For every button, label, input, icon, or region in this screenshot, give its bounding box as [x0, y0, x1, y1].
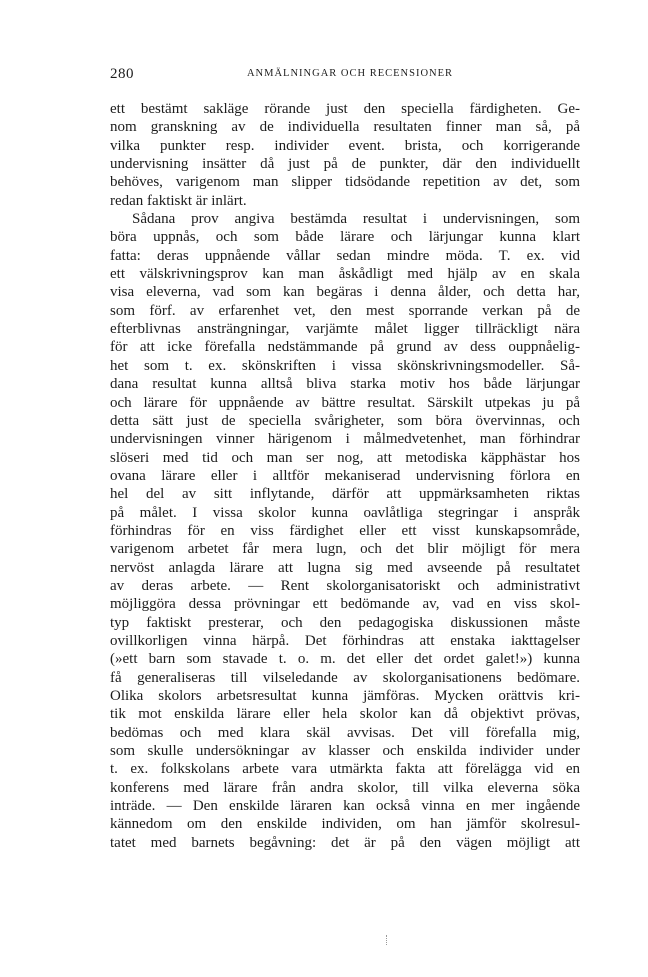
text-line: varigenom arbetet får mera lugn, och det blir möjligt för mera: [110, 541, 580, 558]
text-line: ovillkorligen vinna härpå. Det förhindras att enstaka iakttagelser: [110, 632, 580, 649]
text-line: het som t. ex. skönskriften i vissa skönskrivningsmodeller. Så-: [110, 357, 580, 374]
text-line: få generaliseras till vilseledande av skolorganisationens bedömare.: [110, 669, 580, 686]
text-line: konferens med lärare från andra skolor, till vilka eleverna söka: [110, 779, 580, 796]
text-line: behöves, varigenom man slipper tidsödande repetition av det, som: [110, 174, 580, 191]
text-line: av deras arbete. — Rent skolorganisatoriskt och administrativt: [110, 577, 580, 594]
text-line: slöseri med tid och man ser nog, att metodiska käpphästar hos: [110, 449, 580, 466]
text-line: undervisning insätter då just på de punkter, där den individuellt: [110, 156, 580, 173]
text-line: visa eleverna, vad som kan begäras i denna ålder, och detta har,: [110, 284, 580, 301]
text-line: på målet. I vissa skolor kunna oavlåtliga stegringar i anspråk: [110, 504, 580, 521]
text-line: fatta: deras uppnående vållar sedan mindre möda. T. ex. vid: [110, 247, 580, 264]
text-line: förhindras för en viss färdighet eller ett visst kunskapsområde,: [110, 522, 580, 539]
text-line: och lärare för uppnående av bättre resultat. Särskilt utpekas ju på: [110, 394, 580, 411]
text-line: kännedom om den enskilde individen, om han jämför skolresul-: [110, 816, 580, 833]
text-line: efterblivnas ansträngningar, varjämte målet ligger tillräckligt nära: [110, 321, 580, 338]
text-line: detta sätt just de speciella svårigheter, som böra övervinnas, och: [110, 412, 580, 429]
text-line: hel del av sitt inflytande, därför att uppmärksamheten riktas: [110, 486, 580, 503]
text-line: bedömas och med klara skäl avvisas. Det vill förefalla mig,: [110, 724, 580, 741]
text-line: inträde. — Den enskilde läraren kan också vinna en mer ingående: [110, 798, 580, 815]
scan-speck: [386, 935, 390, 945]
text-line: möjliggöra dessa prövningar ett bedömande av, vad en viss skol-: [110, 596, 580, 613]
text-line: ett välskrivningsprov kan man åskådligt med hjälp av en skala: [110, 266, 580, 283]
text-line: t. ex. folkskolans arbete vara utmärkta fakta att förelägga vid en: [110, 761, 580, 778]
body-text: [110, 100, 580, 852]
text-line: undervisningen vinner härigenom i målmedvetenhet, man förhindrar: [110, 431, 580, 448]
text-line: ovana lärare eller i alltför mekaniserad undervisning förlora en: [110, 467, 580, 484]
text-line: typ faktiskt presterar, och den pedagogiska diskussionen måste: [110, 614, 580, 631]
text-line: nervöst anlagda lärare att lugna sig med avseende på resultatet: [110, 559, 580, 576]
text-line: som förf. av erfarenhet vet, den mest sporrande verkan på de: [110, 302, 580, 319]
text-line: nom granskning av de individuella resultaten finner man så, på: [110, 119, 580, 136]
text-line: för att icke förefalla nedstämmande på grund av dess ouppnåelig-: [110, 339, 580, 356]
text-line: böra uppnås, och som både lärare och lärjungar kunna klart: [110, 229, 580, 246]
page-header: [110, 66, 580, 86]
text-line: vilka punkter resp. individer event. brista, och korrigerande: [110, 137, 580, 154]
text-line: tatet med barnets begåvning: det är på den vägen möjligt att: [110, 834, 580, 851]
running-head: ANMÄLNINGAR OCH RECENSIONER: [246, 68, 454, 79]
text-line: redan faktiskt är inlärt.: [110, 192, 247, 209]
text-line: Olika skolors arbetsresultat kunna jämföras. Mycken orättvis kri-: [110, 688, 580, 704]
text-line: som skulle undersökningar av klasser och enskilda individer under: [110, 743, 580, 760]
text-line: dana resultat kunna alltså bliva starka motiv hos både lärjungar: [110, 376, 580, 393]
page-number: 280: [110, 66, 134, 82]
text-line: (»ett barn som stavade t. o. m. det eller det ordet galet!») kunna: [110, 651, 580, 668]
text-line: Sådana prov angiva bestämda resultat i undervisningen, som: [132, 211, 580, 228]
text-line: tik mot enskilda lärare eller hela skolor kan då objektivt prövas,: [110, 706, 580, 723]
text-line: ett bestämt sakläge rörande just den speciella färdigheten. Ge-: [110, 101, 580, 117]
